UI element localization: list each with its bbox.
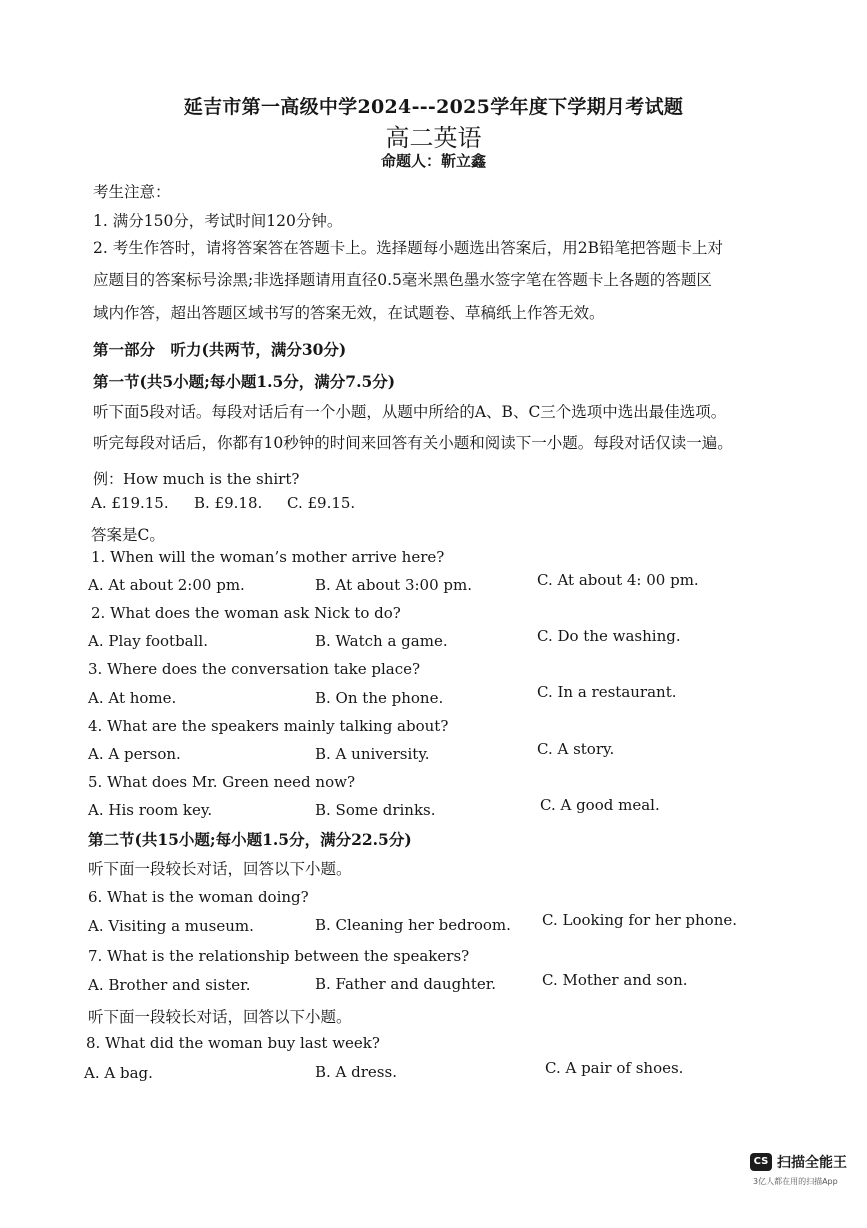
example-option-c: C. £9.15. [287, 494, 356, 512]
notice-item-2-line-1: 2. 考生作答时，请将答案答在答题卡上。选择题每小题选出答案后，用2B铅笔把答题卡上对 [93, 239, 723, 257]
option-a: A. His room key. [88, 801, 213, 819]
option-c: C. Do the washing. [537, 627, 681, 645]
example-option-a: A. £19.15. [91, 494, 169, 512]
section2-instruction: 听下面一段较长对话，回答以下小题。 [88, 1008, 352, 1026]
option-a: A. A person. [88, 745, 181, 763]
option-a: A. At about 2:00 pm. [88, 576, 245, 594]
section1-heading: 第一节(共5小题;每小题1.5分，满分7.5分) [93, 372, 396, 391]
option-b: B. Some drinks. [315, 801, 436, 819]
example-answer: 答案是C。 [91, 526, 165, 544]
option-b: B. Cleaning her bedroom. [315, 916, 511, 934]
option-c: C. A story. [537, 740, 615, 758]
option-a: A. Visiting a museum. [88, 917, 254, 935]
notice-item-2-line-3: 域内作答，超出答题区域书写的答案无效，在试题卷、草稿纸上作答无效。 [93, 304, 605, 322]
part1-heading: 第一部分 听力(共两节，满分30分) [93, 340, 347, 359]
option-a: A. At home. [88, 689, 177, 707]
scanner-tagline: 3亿人都在用的扫描App [753, 1177, 838, 1186]
option-c: C. At about 4: 00 pm. [537, 571, 699, 589]
scanner-logo-icon: CS [750, 1153, 772, 1171]
exam-title: 延吉市第一高级中学2024---2025学年度下学期月考试题 [183, 96, 684, 118]
notice-item-2-line-2: 应题目的答案标号涂黑;非选择题请用直径0.5毫米黑色墨水签字笔在答题卡上各题的答题区 [93, 271, 712, 289]
option-b: B. A dress. [315, 1063, 397, 1081]
option-c: C. A pair of shoes. [545, 1059, 684, 1077]
subject-title: 高二英语 [385, 124, 482, 152]
example-question: 例：How much is the shirt? [93, 470, 300, 488]
section1-instruction-line-1: 听下面5段对话。每段对话后有一个小题，从题中所给的A、B、C三个选项中选出最佳选项。 [93, 403, 727, 421]
question-text: 5. What does Mr. Green need now? [88, 773, 355, 791]
option-b: B. On the phone. [315, 689, 444, 707]
option-b: B. Father and daughter. [315, 975, 497, 993]
question-text: 3. Where does the conversation take place? [88, 660, 421, 678]
option-c: C. In a restaurant. [537, 683, 677, 701]
scanner-app-name: 扫描全能王 [777, 1155, 847, 1171]
option-b: B. Watch a game. [315, 632, 448, 650]
option-b: B. At about 3:00 pm. [315, 576, 473, 594]
option-a: A. A bag. [84, 1064, 153, 1082]
section2-instruction: 听下面一段较长对话，回答以下小题。 [88, 860, 352, 878]
option-c: C. Looking for her phone. [542, 911, 738, 929]
notice-item-1: 1. 满分150分，考试时间120分钟。 [93, 212, 343, 230]
option-b: B. A university. [315, 745, 430, 763]
question-text: 7. What is the relationship between the speakers? [88, 947, 470, 965]
option-c: C. A good meal. [540, 796, 660, 814]
question-text: 1. When will the woman’s mother arrive here? [91, 548, 445, 566]
option-a: A. Brother and sister. [88, 976, 251, 994]
example-option-b: B. £9.18. [194, 494, 263, 512]
section1-instruction-line-2: 听完每段对话后，你都有10秒钟的时间来回答有关小题和阅读下一小题。每段对话仅读一遍。 [93, 434, 733, 452]
question-text: 6. What is the woman doing? [88, 888, 309, 906]
notice-heading: 考生注意： [93, 183, 171, 201]
question-text: 2. What does the woman ask Nick to do? [91, 604, 401, 622]
section2-heading: 第二节(共15小题;每小题1.5分，满分22.5分) [88, 830, 412, 849]
question-text: 8. What did the woman buy last week? [86, 1034, 380, 1052]
author-line: 命题人：靳立鑫 [380, 152, 486, 170]
question-text: 4. What are the speakers mainly talking about? [88, 717, 449, 735]
option-c: C. Mother and son. [542, 971, 688, 989]
option-a: A. Play football. [88, 632, 208, 650]
